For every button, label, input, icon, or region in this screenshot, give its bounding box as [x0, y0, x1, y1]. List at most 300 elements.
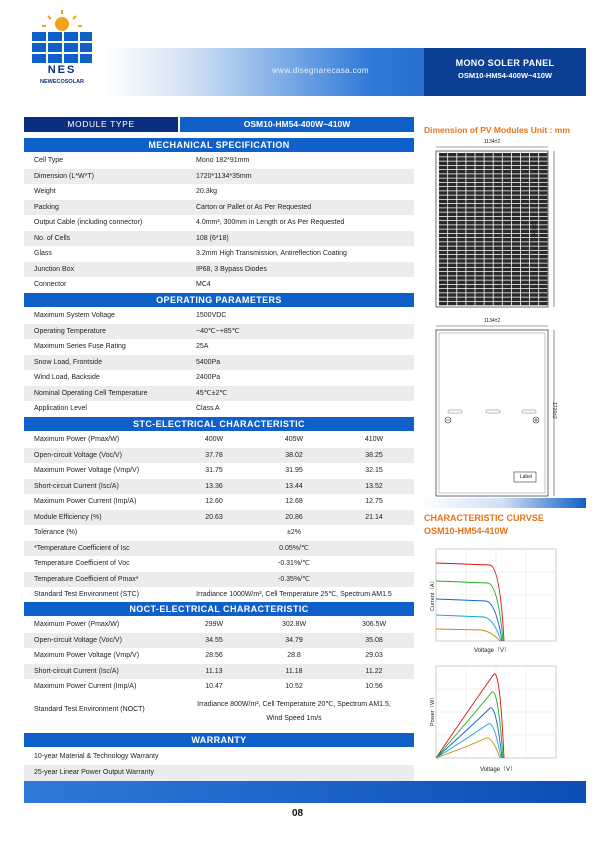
solar-cell [448, 225, 456, 229]
solar-cell [503, 298, 511, 302]
website-url[interactable]: www.disegnarecasa.com [272, 66, 369, 75]
brand-logo [22, 8, 102, 96]
solar-cell [439, 174, 447, 178]
spec-label: Temperature Coefficient of Voc [34, 560, 130, 567]
solar-cell [485, 208, 493, 212]
mechanical-row [24, 262, 414, 278]
solar-cell [448, 242, 456, 246]
solar-cell [439, 213, 447, 217]
solar-cell [530, 196, 538, 200]
spec-label: Junction Box [34, 265, 75, 273]
solar-cell [530, 208, 538, 212]
spec-label: Temperature Coefficient of Pmax* [34, 575, 139, 583]
noct-row [24, 617, 414, 633]
solar-cell [475, 174, 483, 178]
value-400w: 400W [204, 436, 224, 443]
solar-cell [539, 302, 547, 306]
solar-cell [530, 179, 538, 183]
solar-cell [466, 157, 474, 161]
solar-cell [485, 187, 493, 191]
solar-cell [466, 166, 474, 170]
solar-cell [539, 255, 547, 259]
back-height-label: 1720±2 [551, 402, 557, 419]
value-405w: 13.44 [285, 482, 303, 490]
stc-row [24, 494, 414, 510]
pv-ylabel: Power（W） [430, 694, 436, 726]
spec-label: *Temperature Coefficient of Isc [34, 544, 130, 552]
solar-cell [503, 251, 511, 255]
value-405w: 12.68 [285, 498, 303, 505]
solar-cell [503, 196, 511, 200]
solar-cell [503, 204, 511, 208]
solar-cell [485, 276, 493, 280]
spec-label: Maximum Power Current (Imp/A) [34, 683, 137, 690]
solar-cell [439, 272, 447, 276]
solar-cell [485, 302, 493, 306]
solar-cell [485, 217, 493, 221]
value-405w: 20.86 [285, 513, 303, 521]
solar-cell [539, 272, 547, 276]
mechanical-row [24, 277, 414, 293]
solar-cell [494, 272, 502, 276]
solar-cell [539, 217, 547, 221]
solar-cell [494, 234, 502, 238]
value-306w: 10.56 [365, 683, 383, 690]
solar-cell [448, 255, 456, 259]
solar-cell [503, 281, 511, 285]
solar-cell [494, 183, 502, 187]
solar-cell [475, 179, 483, 183]
solar-cell [521, 285, 529, 289]
solar-cell [530, 259, 538, 263]
mechanical-row [24, 153, 414, 169]
solar-cell [530, 153, 538, 157]
solar-cell [439, 247, 447, 251]
solar-cell [539, 281, 547, 285]
solar-cell [485, 259, 493, 263]
spec-value: 108 (6*18) [196, 234, 229, 242]
solar-cell [448, 234, 456, 238]
solar-cell [466, 208, 474, 212]
solar-cell [457, 247, 465, 251]
solar-cell [494, 230, 502, 234]
spec-value: IP68, 3 Bypass Diodes [196, 265, 267, 273]
solar-cell [466, 255, 474, 259]
module-type-value: OSM10-HM54-400W~410W [180, 117, 414, 132]
solar-cell [530, 170, 538, 174]
solar-cell [521, 221, 529, 225]
solar-cell [466, 179, 474, 183]
solar-cell [494, 242, 502, 246]
solar-cell [485, 166, 493, 170]
spec-value: MC4 [196, 281, 211, 288]
solar-cell [448, 251, 456, 255]
solar-cell [485, 234, 493, 238]
solar-cell [466, 196, 474, 200]
solar-cell [512, 268, 520, 272]
value-302w: 28.8 [287, 652, 301, 659]
solar-cell [485, 204, 493, 208]
solar-cell [539, 285, 547, 289]
solar-cell [439, 285, 447, 289]
stc-row [24, 572, 414, 588]
solar-cell [521, 272, 529, 276]
solar-cell [503, 272, 511, 276]
solar-cell [466, 213, 474, 217]
solar-cell [512, 255, 520, 259]
solar-cell [512, 298, 520, 302]
spec-label: Glass [34, 250, 52, 257]
solar-cell [512, 234, 520, 238]
solar-cell [475, 276, 483, 280]
solar-cell [466, 293, 474, 297]
solar-cell [530, 293, 538, 297]
solar-cell [494, 179, 502, 183]
solar-cell [539, 230, 547, 234]
solar-cell [530, 191, 538, 195]
solar-cell [439, 281, 447, 285]
spec-label: Maximum System Voltage [34, 312, 115, 319]
solar-cell [466, 268, 474, 272]
solar-cell [503, 162, 511, 166]
value-405w: 405W [284, 436, 304, 443]
solar-cell [448, 247, 456, 251]
header-title: MONO SOLER PANEL [455, 58, 555, 68]
solar-cell [485, 242, 493, 246]
operating-row [24, 386, 414, 402]
solar-cell [485, 221, 493, 225]
solar-cell [530, 268, 538, 272]
solar-cell [485, 251, 493, 255]
solar-cell [512, 213, 520, 217]
spec-label: Maximum Series Fuse Rating [34, 343, 126, 350]
solar-cell [466, 242, 474, 246]
solar-cell [439, 298, 447, 302]
spec-label: Packing [34, 203, 59, 211]
solar-cell [530, 298, 538, 302]
solar-cell [530, 289, 538, 293]
solar-cell [494, 268, 502, 272]
noct-row [24, 664, 414, 680]
solar-cell [512, 179, 520, 183]
noct-row [24, 679, 414, 695]
solar-cell [512, 247, 520, 251]
solar-cell [539, 191, 547, 195]
solar-cell [521, 238, 529, 242]
solar-cell [539, 238, 547, 242]
solar-cell [530, 166, 538, 170]
solar-cell [521, 259, 529, 263]
label-tag: Label [519, 474, 533, 480]
solar-cell [494, 208, 502, 212]
solar-cell [530, 238, 538, 242]
solar-cell [448, 213, 456, 217]
spec-label: Wind Load, Backside [34, 374, 100, 381]
solar-cell [503, 225, 511, 229]
value-306w: 35.08 [365, 636, 383, 644]
solar-cell [485, 238, 493, 242]
spec-value: Mono 182*91mm [196, 157, 250, 164]
solar-cell [521, 298, 529, 302]
solar-cell [539, 221, 547, 225]
solar-cell [494, 170, 502, 174]
solar-cell [475, 268, 483, 272]
solar-cell [439, 200, 447, 204]
solar-cell [512, 272, 520, 276]
spec-value: -0.31%/℃ [278, 560, 310, 567]
solar-cell [475, 259, 483, 263]
spec-label: Maximum Power (Pmax/W) [34, 436, 120, 443]
solar-cell [539, 179, 547, 183]
solar-cell [521, 264, 529, 268]
solar-cell [466, 191, 474, 195]
solar-cell [475, 302, 483, 306]
solar-cell [494, 225, 502, 229]
solar-cell [485, 162, 493, 166]
solar-cell [530, 255, 538, 259]
solar-cell [466, 230, 474, 234]
mechanical-row [24, 215, 414, 231]
solar-cell [494, 221, 502, 225]
value-302w: 34.79 [285, 636, 303, 644]
solar-cell [457, 196, 465, 200]
solar-cell [521, 174, 529, 178]
solar-cell [439, 208, 447, 212]
solar-cell [466, 289, 474, 293]
solar-cell [494, 162, 502, 166]
stc-row [24, 479, 414, 495]
solar-cell [539, 166, 547, 170]
spec-label: Weight [34, 188, 56, 195]
solar-cell [530, 264, 538, 268]
solar-cell [457, 225, 465, 229]
page-number: 08 [291, 808, 304, 819]
solar-cell [512, 242, 520, 246]
value-299w: 34.55 [205, 636, 223, 644]
solar-cell [457, 259, 465, 263]
solar-cell [494, 174, 502, 178]
solar-cell [475, 255, 483, 259]
solar-cell [466, 204, 474, 208]
back-width-label: 1134±2 [483, 318, 501, 324]
solar-cell [503, 183, 511, 187]
stc-row [24, 541, 414, 557]
spec-value: 5400Pa [196, 358, 221, 366]
solar-cell [457, 187, 465, 191]
solar-cell [539, 251, 547, 255]
module-type-row [24, 117, 414, 132]
solar-cell [466, 264, 474, 268]
solar-cell [512, 264, 520, 268]
spec-value: Carton or Pallet or As Per Requested [196, 203, 312, 211]
module-type-label: MODULE TYPE [24, 117, 178, 132]
solar-cell [457, 183, 465, 187]
stc-row [24, 525, 414, 541]
solar-cell [475, 264, 483, 268]
solar-cell [503, 264, 511, 268]
solar-cell [539, 242, 547, 246]
spec-value: -0.35%/℃ [278, 575, 310, 583]
sun-icon [42, 10, 82, 31]
solar-cell [530, 242, 538, 246]
value-299w: 10.47 [205, 683, 223, 690]
stc-header: STC-ELECTRICAL CHARACTERISTIC [24, 417, 414, 431]
spec-value: 1720*1134*35mm [196, 172, 252, 180]
solar-cell [512, 221, 520, 225]
solar-cell [475, 221, 483, 225]
solar-cell [530, 204, 538, 208]
solar-cell [521, 208, 529, 212]
solar-cell [539, 204, 547, 208]
solar-cell [512, 289, 520, 293]
spec-value: 45℃±2℃ [196, 389, 228, 397]
solar-cell [439, 187, 447, 191]
solar-cell [448, 191, 456, 195]
solar-cell [466, 234, 474, 238]
solar-cell [485, 157, 493, 161]
solar-cell [530, 281, 538, 285]
solar-cell [448, 187, 456, 191]
solar-cell [530, 276, 538, 280]
solar-cell [485, 200, 493, 204]
mechanical-row [24, 200, 414, 216]
solar-cell [457, 191, 465, 195]
solar-cell [466, 200, 474, 204]
operating-row [24, 308, 414, 324]
right-divider-bar [420, 498, 586, 508]
solar-cell [485, 264, 493, 268]
solar-cell [503, 153, 511, 157]
solar-cell [457, 251, 465, 255]
solar-cell [475, 196, 483, 200]
spec-value: 20.3kg [196, 188, 218, 195]
solar-cell [448, 204, 456, 208]
solar-cell [539, 174, 547, 178]
solar-cell [539, 259, 547, 263]
solar-cell [457, 153, 465, 157]
solar-cell [539, 298, 547, 302]
operating-row [24, 401, 414, 417]
spec-label: Dimension (L*W*T) [34, 172, 94, 180]
pv-curve-chart [424, 662, 560, 774]
solar-cell [457, 162, 465, 166]
value-400w: 12.60 [205, 498, 223, 505]
solar-cell [485, 272, 493, 276]
solar-cell [503, 191, 511, 195]
solar-cell [466, 302, 474, 306]
solar-cell [485, 213, 493, 217]
solar-cell [539, 170, 547, 174]
solar-cell [503, 213, 511, 217]
solar-cell [512, 191, 520, 195]
iv-curve-chart [424, 545, 560, 657]
solar-cell [448, 238, 456, 242]
solar-cell [503, 276, 511, 280]
solar-cell [539, 157, 547, 161]
stc-row [24, 432, 414, 448]
spec-label: Maximum Power Voltage (Vmp/V) [34, 467, 140, 474]
solar-cell [439, 217, 447, 221]
front-height-label: 1720±2 [530, 221, 536, 238]
solar-cell [485, 170, 493, 174]
solar-cell [503, 247, 511, 251]
solar-cell [494, 153, 502, 157]
dimension-title: Dimension of PV Modules Unit : mm [424, 125, 570, 135]
solar-cell [475, 281, 483, 285]
solar-cell [466, 153, 474, 157]
value-306w: 306.5W [361, 621, 387, 628]
solar-cell [457, 238, 465, 242]
solar-cell [466, 259, 474, 263]
solar-cell [448, 157, 456, 161]
value-306w: 11.22 [365, 667, 383, 675]
solar-cell [512, 157, 520, 161]
solar-cell [530, 157, 538, 161]
solar-cell [466, 281, 474, 285]
value-400w: 20.63 [205, 513, 223, 521]
solar-cell [539, 196, 547, 200]
solar-cell [439, 196, 447, 200]
solar-cell [475, 217, 483, 221]
solar-cell [521, 242, 529, 246]
solar-cell [448, 179, 456, 183]
solar-cell [466, 285, 474, 289]
solar-cell [503, 174, 511, 178]
panel-back-drawing [424, 316, 560, 498]
solar-cell [439, 234, 447, 238]
solar-cell [466, 221, 474, 225]
solar-cell [539, 264, 547, 268]
solar-cell [485, 289, 493, 293]
solar-cell [503, 179, 511, 183]
solar-cell [448, 153, 456, 157]
iv-xlabel: Voltage（V） [474, 648, 511, 654]
solar-cell [512, 153, 520, 157]
value-400w: 31.75 [205, 467, 223, 474]
solar-cell [512, 200, 520, 204]
solar-cell [530, 162, 538, 166]
solar-cell [466, 187, 474, 191]
noct-env-label: Standard Test Environment (NOCT) [34, 706, 145, 713]
solar-cell [503, 285, 511, 289]
solar-cell [530, 251, 538, 255]
solar-cell [494, 217, 502, 221]
solar-cell [475, 183, 483, 187]
solar-cell [485, 179, 493, 183]
solar-cell [439, 179, 447, 183]
solar-cell [503, 187, 511, 191]
solar-cell [457, 298, 465, 302]
operating-row [24, 324, 414, 340]
solar-cell [503, 217, 511, 221]
solar-cell [512, 187, 520, 191]
solar-cell [485, 153, 493, 157]
solar-cell [530, 213, 538, 217]
value-299w: 11.13 [205, 667, 223, 675]
solar-cell [530, 200, 538, 204]
solar-cell [494, 302, 502, 306]
solar-cell [503, 234, 511, 238]
value-410w: 32.15 [365, 467, 383, 474]
solar-cell [457, 174, 465, 178]
solar-cell [521, 234, 529, 238]
value-299w: 299W [204, 621, 224, 628]
solar-cell [439, 221, 447, 225]
spec-value: 1500VDC [196, 312, 227, 319]
solar-cell [539, 276, 547, 280]
solar-cell [530, 272, 538, 276]
solar-cell [503, 242, 511, 246]
